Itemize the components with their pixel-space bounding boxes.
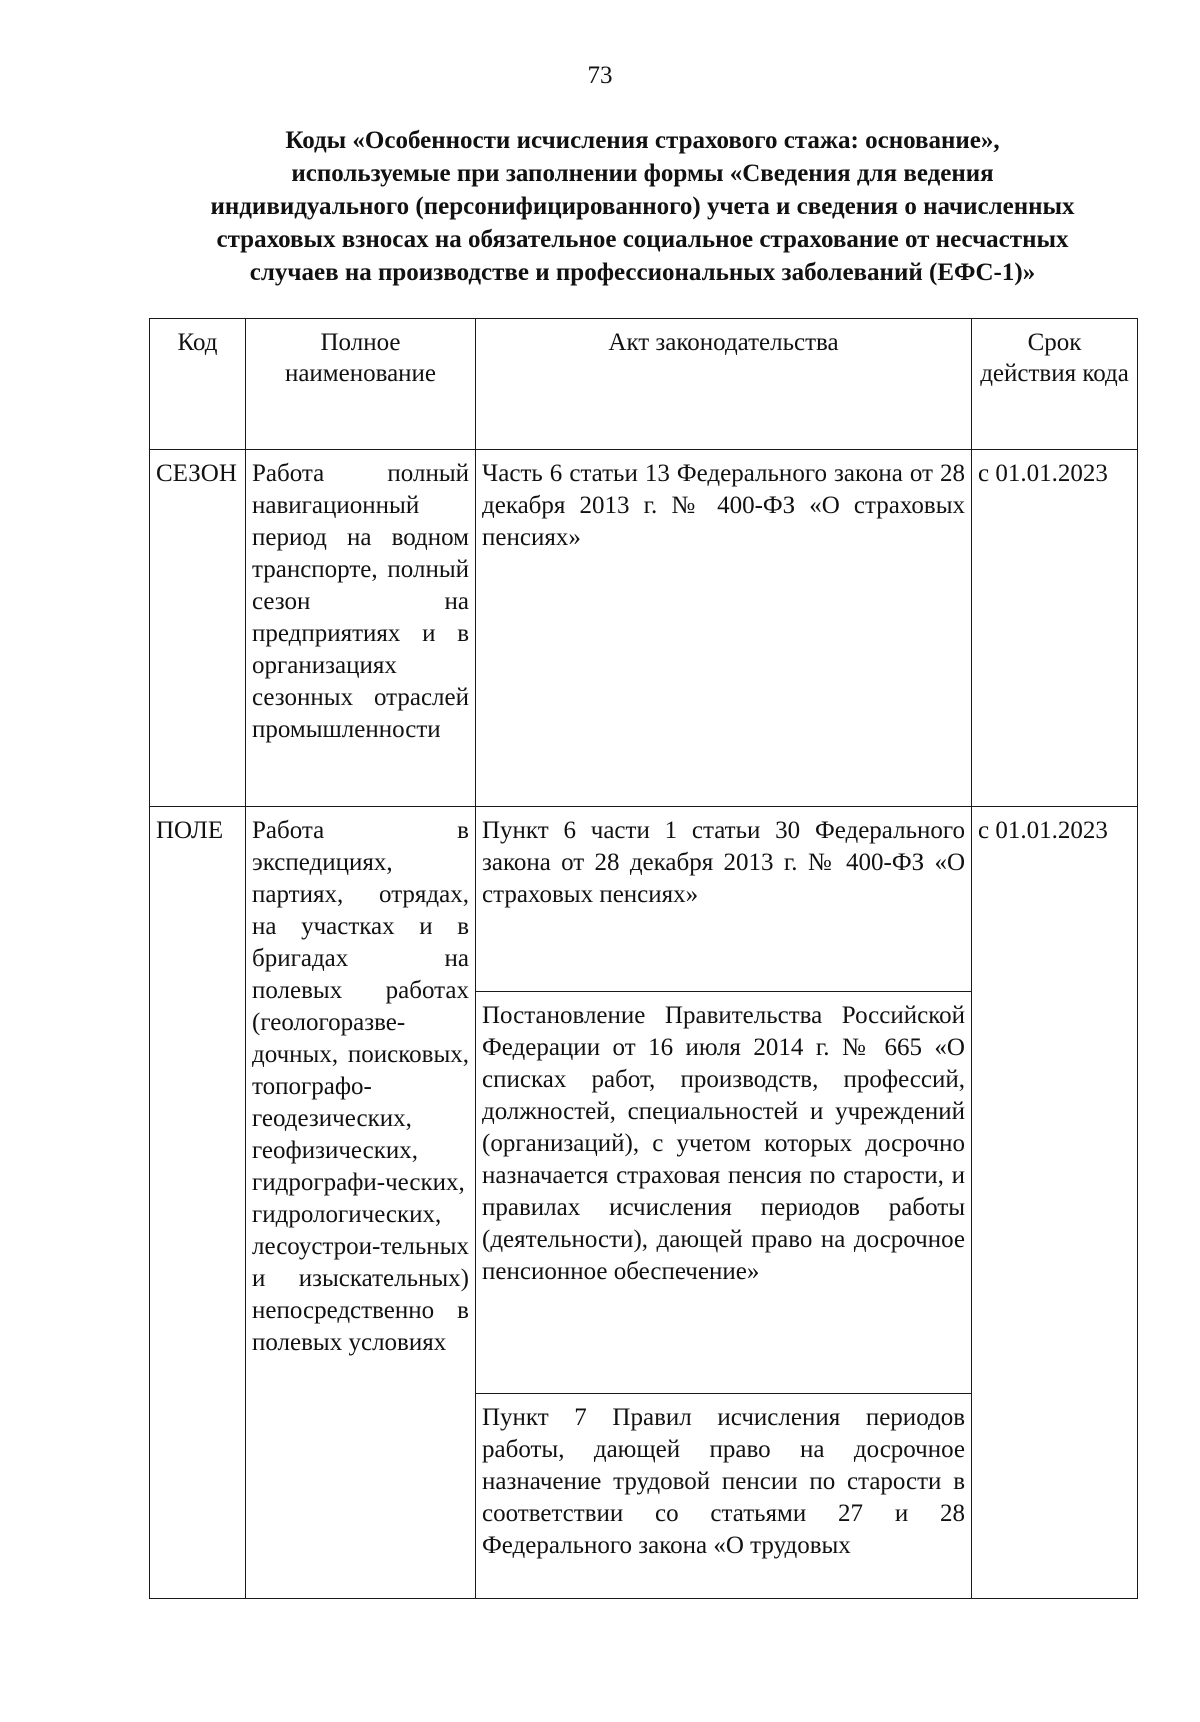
title-line: случаев на производстве и профессиональных заболеваний (ЕФС-1)» <box>249 259 1036 286</box>
table-row <box>150 450 1138 807</box>
header-act: Акт законодательства <box>476 319 972 450</box>
table-header-row <box>150 319 1138 450</box>
code-cell: СЕЗОН <box>150 450 246 807</box>
codes-table <box>149 318 1138 1599</box>
term-cell: с 01.01.2023 <box>972 450 1138 807</box>
act-cell: Часть 6 статьи 13 Федерального закона от 28 декабря 2013 г. № 400-ФЗ «О страховых пенсиях» <box>476 450 972 807</box>
term-cell: с 01.01.2023 <box>972 807 1138 1599</box>
full-name-cell: Работа полный навигационный период на водном транспорте, полный сезон на предприятиях и в организациях сезонных отраслей промышленности <box>246 450 476 807</box>
title-line: Коды «Особенности исчисления страхового стажа: основание», <box>285 127 1000 154</box>
page-number: 73 <box>587 62 613 89</box>
header-full-name: Полное наименование <box>246 319 476 450</box>
header-code: Код <box>150 319 246 450</box>
act-cell: Пункт 7 Правил исчисления периодов работы, дающей право на досрочное назначение трудовой пенсии по старости в соответствии со статьями 27 и 28 Федерального закона «О трудовых <box>476 1394 972 1599</box>
act-cell: Постановление Правительства Российской Федерации от 16 июля 2014 г. № 665 «О списках работ, производств, профессий, должностей, специальностей и учреждений (организаций), с учетом которых досрочно назначается страховая пенсия по старости, и правилах исчисления периодов работы (деятельности), дающей право на досрочное пенсионное обеспечение» <box>476 992 972 1394</box>
title-line: используемые при заполнении формы «Сведения для ведения <box>291 160 994 187</box>
title-line: индивидуального (персонифицированного) учета и сведения о начисленных <box>210 193 1075 220</box>
title-line: страховых взносах на обязательное социальное страхование от несчастных <box>216 226 1069 253</box>
document-title <box>150 124 1135 289</box>
act-cell: Пункт 6 части 1 статьи 30 Федерального закона от 28 декабря 2013 г. № 400-ФЗ «О страховых пенсиях» <box>476 807 972 992</box>
table-row <box>150 807 1138 992</box>
header-term: Срок действия кода <box>972 319 1138 450</box>
code-cell: ПОЛЕ <box>150 807 246 1599</box>
full-name-cell: Работа в экспедициях, партиях, отрядах, на участках и в бригадах на полевых работах (геологоразве-дочных, поисковых, топографо-геодезических, геофизических, гидрографи-ческих, гидрологических, лесоустрои-тельных и изыскательных) непосредственно в полевых условиях <box>246 807 476 1599</box>
